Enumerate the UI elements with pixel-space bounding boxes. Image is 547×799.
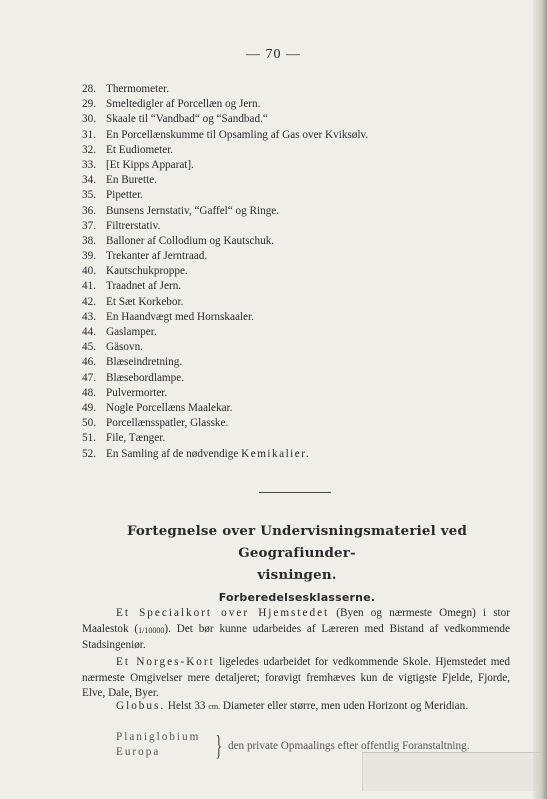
list-item-text: Trekanter af Jerntraad. (106, 250, 208, 263)
list-item-text: Skaale til “Vandbad“ og “Sandbad.“ (106, 113, 268, 126)
list-item-text: Pulvermorter. (106, 386, 168, 399)
list-item (82, 325, 368, 340)
list-item (82, 219, 368, 234)
list-item-number: 45. (82, 341, 96, 354)
list-item (82, 431, 368, 446)
list-item (82, 173, 368, 188)
paragraph-lead: Globus. (116, 700, 166, 712)
list-item (82, 447, 368, 462)
page-edge-shadow (533, 0, 547, 799)
list-item-text: [Et Kipps Apparat]. (106, 158, 194, 171)
list-item (82, 249, 368, 264)
list-item (82, 295, 368, 310)
list-item-text: Smeltedigler af Porcellæn og Jern. (106, 98, 261, 111)
list-item-number: 47. (82, 371, 96, 384)
paragraph-lead: Et Specialkort over Hjemstedet (116, 607, 330, 619)
list-item (82, 279, 368, 294)
list-item-number: 50. (82, 417, 96, 430)
list-item-number: 49. (82, 401, 96, 414)
section-title-line-2: visningen. (257, 567, 337, 583)
list-item (82, 310, 368, 325)
list-item-number: 29. (82, 98, 96, 111)
list-item-text: Gäsovn. (106, 341, 143, 354)
list-item (82, 82, 368, 97)
equipment-list (82, 82, 368, 462)
section-title (82, 520, 512, 586)
list-item (82, 371, 368, 386)
list-item-number: 48. (82, 386, 96, 399)
section-divider (259, 492, 331, 493)
list-item-text: Filtrerstativ. (106, 219, 161, 232)
brace-description: den private Opmaalings efter offentlig Foranstaltning. (228, 740, 470, 752)
list-item (82, 112, 368, 127)
brace-items (116, 730, 200, 760)
list-item-text: En Samling af de nødvendige (106, 447, 242, 460)
list-item-number: 38. (82, 234, 96, 247)
list-item-number: 35. (82, 189, 96, 202)
brace-item-europa: Europa (116, 746, 161, 758)
list-item-number: 41. (82, 280, 96, 293)
paragraph-globus: Globus. Helst 33 cm. Diameter eller større, men uden Horizont og Meridian. (116, 700, 469, 712)
list-item-text: Kautschukproppe. (106, 265, 188, 278)
list-item-number: 46. (82, 356, 96, 369)
list-item (82, 158, 368, 173)
paragraph-specialkort: Et Specialkort over Hjemstedet (Byen og nærmeste Omegn) i stor Maalestok (1/10000). Det bør kunne udarbeides af Læreren med Bistand af vedkommende Stadsingeniør. (82, 607, 510, 651)
list-item (82, 143, 368, 158)
list-item-text: En Porcellænskumme til Opsamling af Gas over Kviksølv. (106, 128, 369, 141)
list-item-number: 30. (82, 113, 96, 126)
list-item-emphasis: Kemikalier. (241, 447, 311, 460)
list-item (82, 416, 368, 431)
section-title-line-1: Fortegnelse over Undervisningsmateriel ved Geografiunder- (126, 523, 468, 561)
list-item-number: 28. (82, 83, 96, 95)
list-item-number: 39. (82, 250, 96, 263)
list-item-number: 44. (82, 326, 96, 338)
list-item-text: Balloner af Collodium og Kautschuk. (106, 234, 275, 247)
list-item-text: Gaslamper. (106, 326, 157, 338)
list-item-text: Nogle Porcellæns Maalekar. (106, 401, 233, 414)
list-item (82, 234, 368, 249)
list-item-text: Blæsebordlampe. (106, 371, 184, 384)
list-item (82, 97, 368, 112)
list-item-text: Porcellænsspatler, Glasske. (106, 417, 229, 430)
subheading: Forberedelsesklasserne. (218, 591, 376, 604)
list-item-number: 40. (82, 265, 96, 278)
list-item (82, 204, 368, 219)
unit-label: cm. (208, 702, 221, 711)
paper-stain (362, 752, 541, 791)
list-item-text: En Haandvægt med Hornskaaler. (106, 310, 254, 323)
list-item-number: 42. (82, 295, 96, 308)
list-item (82, 401, 368, 416)
paragraph-lead: Et Norges-Kort (116, 656, 215, 668)
list-item-text: Blæseindretning. (106, 356, 183, 369)
list-item (82, 264, 368, 279)
list-item-number: 51. (82, 432, 96, 445)
list-item-text: File, Tænger. (106, 432, 166, 445)
list-item-number: 36. (82, 204, 96, 217)
list-item-text: Pipetter. (106, 189, 143, 202)
list-item-number: 34. (82, 174, 96, 187)
list-item (82, 188, 368, 203)
list-item-text: Thermometer. (106, 83, 170, 95)
list-item-text: Et Sæt Korkebor. (106, 295, 184, 308)
list-item (82, 340, 368, 355)
list-item-number: 33. (82, 158, 96, 171)
list-item (82, 128, 368, 143)
list-item-text: Traadnet af Jern. (106, 280, 182, 293)
list-item-number: 37. (82, 219, 96, 232)
page-number: — 70 — (246, 47, 301, 62)
list-item (82, 355, 368, 370)
list-item (82, 386, 368, 401)
brace-item-planiglobium: Planiglobium (116, 731, 201, 743)
list-item-number: 32. (82, 143, 96, 156)
list-item-number: 31. (82, 128, 96, 141)
list-item-text: Bunsens Jernstativ, “Gaffel“ og Ringe. (106, 204, 280, 217)
scale-fraction: 1/10000 (138, 625, 165, 635)
list-item-text: En Burette. (106, 174, 157, 187)
list-item-text: Et Eudiometer. (106, 143, 174, 156)
paragraph-norges-kort: Et Norges-Kort ligeledes udarbeidet for vedkommende Skole. Hjemstedet med nærmeste Omgivelser mere detaljeret; forøvigt fremhæves kun de vigtigste Fjelde, Fjorde, Elve, Dale, Byer. (82, 656, 510, 699)
title-underline (279, 578, 311, 579)
list-item-number: 52. (82, 447, 96, 460)
right-brace-icon: } (215, 731, 223, 762)
list-item-number: 43. (82, 310, 96, 323)
